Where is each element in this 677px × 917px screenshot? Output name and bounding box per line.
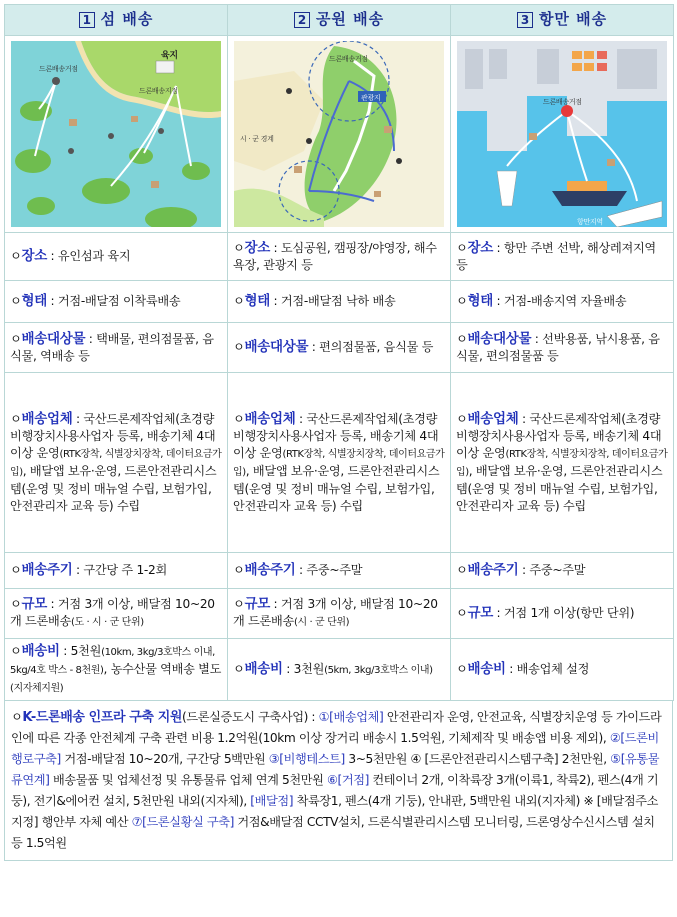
cell-text: : 거점 1개 이상(항만 단위) <box>492 606 635 620</box>
cell-tail: , 배달앱 보유·운영, 드론안전관리시스템(운영 및 정비 매뉴얼 수립, 보험가입, 안전관리자 교육 등) 수립 <box>233 463 440 513</box>
cell-label: 배송업체 <box>21 410 73 427</box>
cell-label: 배송비 <box>467 661 506 677</box>
cell-text: : 주중~주말 <box>518 563 586 577</box>
cell-text: : 선박용품, 낚시용품, 음식물, 편의점물품 등 <box>456 331 660 363</box>
cell-text: : 배송업체 설정 <box>505 662 590 676</box>
footer-item-number: ② <box>609 731 621 745</box>
items-island: ㅇ배송대상물 : 택배물, 편의점물품, 음식물, 역배송 등 <box>5 323 228 373</box>
cell-note: (도 · 시 · 군 단위) <box>70 617 144 628</box>
scale-park: ㅇ규모 : 거점 3개 이상, 배달점 10~20개 드론배송(시 · 군 단위) <box>228 589 451 639</box>
footer-item-label: [비행테스트] <box>279 752 345 766</box>
footer-title: K-드론배송 인프라 구축 지원 <box>22 710 183 725</box>
delivery-table-wrapper <box>4 4 673 861</box>
footer-item-label: [배송업체] <box>329 710 384 724</box>
header-title: 섬 배송 <box>100 10 154 28</box>
type-park: ㅇ형태 : 거점-배달점 낙하 배송 <box>228 281 451 323</box>
cycle-island: ㅇ배송주기 : 구간당 주 1-2회 <box>5 553 228 589</box>
cell-label: 배송대상물 <box>21 330 86 347</box>
cell-text: : 거점-배송지역 자율배송 <box>492 294 627 308</box>
row-cycle <box>5 553 674 589</box>
header-port <box>451 5 674 36</box>
fee-island: ㅇ배송비 : 5천원(10km, 3kg/3호박스 이내, 5kg/4호 박스 - 8천원), 농수산물 역배송 별도(지자체지원) <box>5 639 228 701</box>
header-title: 항만 배송 <box>538 10 608 28</box>
footer-item-label: [배달점] <box>250 794 294 808</box>
footer-item-label: [드론비행로구축] <box>11 731 659 766</box>
illustration-row <box>5 36 674 233</box>
park-delivery-illustration <box>234 41 444 227</box>
footer-text: 배송물품 및 업체선정 및 유통물류 업체 연계 5천만원 <box>49 773 327 787</box>
cell-tail: , 배달앱 보유·운영, 드론안전관리시스템(운영 및 정비 매뉴얼 수립, 보험가입, 안전관리자 교육 등) 수립 <box>456 463 663 513</box>
cycle-port: ㅇ배송주기 : 주중~주말 <box>451 553 674 589</box>
cell-text: : 항만 주변 선박, 해상레져지역 등 <box>456 240 656 272</box>
island-illustration-cell <box>5 36 228 233</box>
cell-label: 규모 <box>467 605 493 621</box>
cell-label: 형태 <box>244 293 270 309</box>
items-park: ㅇ배송대상물 : 편의점물품, 음식물 등 <box>228 323 451 373</box>
row-scale <box>5 589 674 639</box>
cell-text: : 편의점물품, 음식물 등 <box>308 340 434 354</box>
header-row <box>5 5 674 36</box>
cell-text: : 거점-배달점 낙하 배송 <box>269 294 396 308</box>
island-delivery-illustration <box>11 41 221 227</box>
header-number: 1 <box>79 12 95 28</box>
cell-label: 장소 <box>244 239 270 256</box>
footer-text: 거점-배달점 10~20개, 구간당 5백만원 <box>60 752 269 766</box>
footer-item-label: [거점] <box>337 773 369 787</box>
type-island: ㅇ형태 : 거점-배달점 이착륙배송 <box>5 281 228 323</box>
cell-text: : 국산드론제작업체(초경량비행장치사용사업자 등록, 배송기체 4대 이상 운영 <box>10 411 216 460</box>
cell-label: 배송대상물 <box>467 330 532 347</box>
header-park <box>228 5 451 36</box>
footer-text: 거점&배달점 CCTV설치, 드론식별관리시스템 모니터링, 드론영상수신시스템 설치 등 1.5억원 <box>11 815 655 850</box>
items-port: ㅇ배송대상물 : 선박용품, 낚시용품, 음식물, 편의점물품 등 <box>451 323 674 373</box>
cell-label: 장소 <box>467 239 493 256</box>
footer-item-number: ③ <box>268 752 280 766</box>
cell-label: 배송비 <box>21 642 60 659</box>
company-island: ㅇ배송업체 : 국산드론제작업체(초경량비행장치사용사업자 등록, 배송기체 4대 이상 운영(RTK장착, 식별장치장착, 데이터요금가입), 배달앱 보유·운영, 드론안전관리시스템(운영 및 정비 매뉴얼 수립, 보험가입, 안전관리자 교육 등) 수립 <box>5 373 228 553</box>
scale-island: ㅇ규모 : 거점 3개 이상, 배달점 10~20개 드론배송(도 · 시 · 군 단위) <box>5 589 228 639</box>
cell-text: : 구간당 주 1-2회 <box>72 563 167 577</box>
park-label-tourist: 관광지 <box>361 94 381 102</box>
footer-item-label: [유통물류연계] <box>11 752 660 787</box>
footer-item-number: ⑥ <box>326 773 338 787</box>
cell-label: 규모 <box>21 596 47 612</box>
cell-label: 배송주기 <box>467 562 519 578</box>
port-label-hub: 드론배송거점 <box>543 98 582 106</box>
type-port: ㅇ형태 : 거점-배송지역 자율배송 <box>451 281 674 323</box>
park-label-border: 시 · 군 경계 <box>240 135 274 143</box>
company-port: ㅇ배송업체 : 국산드론제작업체(초경량비행장치사용사업자 등록, 배송기체 4대 이상 운영(RTK장착, 식별장치장착, 데이터요금가입), 배달앱 보유·운영, 드론안전관리시스템(운영 및 정비 매뉴얼 수립, 보험가입, 안전관리자 교육 등) 수립 <box>451 373 674 553</box>
footer-text: 컨테이너 2개, 이착륙장 3개(이륙1, 착륙2), 펜스(4개 기둥), 전기&에어컨 설치, 5천만원 내외(지자체), <box>11 773 659 808</box>
location-park: ㅇ장소 : 도심공원, 캠핑장/야영장, 해수욕장, 관광지 등 <box>228 233 451 281</box>
cell-text: : 국산드론제작업체(초경량비행장치사용사업자 등록, 배송기체 4대 이상 운영 <box>456 411 662 460</box>
cell-text: : 거점 3개 이상, 배달점 10~20개 드론배송 <box>233 597 438 628</box>
cell-tail: , 배달앱 보유·운영, 드론안전관리시스템(운영 및 정비 매뉴얼 수립, 보험가입, 안전관리자 교육 등) 수립 <box>10 463 217 513</box>
row-location <box>5 233 674 281</box>
cell-label: 배송대상물 <box>244 339 309 355</box>
footer-item-label: [드론실황실 구축] <box>142 815 234 829</box>
location-port: ㅇ장소 : 항만 주변 선박, 해상레져지역 등 <box>451 233 674 281</box>
cell-note: (RTK장착, 식별장치장착, 데이터요금가입) <box>456 448 668 478</box>
cycle-park: ㅇ배송주기 : 주중~주말 <box>228 553 451 589</box>
cell-label: 규모 <box>244 596 270 612</box>
island-label-point: 드론배송지점 <box>139 87 178 95</box>
row-type <box>5 281 674 323</box>
footer-body <box>11 710 661 850</box>
cell-note: (10km, 3kg/3호박스 이내, 5kg/4호 박스 - 8천원) <box>10 646 215 676</box>
infrastructure-support-footer: ㅇK-드론배송 인프라 구축 지원(드론실증도시 구축사업) : ①[배송업체] 안전관리자 운영, 안전교육, 식별장치운영 등 가이드라인에 따른 각종 안전체계 구축 관련 비용 1.2억원(10km 이상 장거리 배송시 1.5억원, 기체제작 및 배송앱 비용 제외), ②[드론비행로구축] 거점-배달점 10~20개, 구간당 5백만원 ③[비행테스트] 3~5천만원 ④ [드론안전관리시스템구축] 2천만원, ⑤[유통물류연계] 배송물품 및 업체선정 및 유통물류 업체 연계 5천만원 ⑥[거점] 컨테이너 2개, 이착륙장 3개(이륙1, 착륙2), 펜스(4개 기둥), 전기&에어컨 설치, 5천만원 내외(지자체), [배달점] 착륙장1, 펜스(4개 기둥), 안내판, 5백만원 내외(지자체) ※ [배달점주소지정] 행안부 자체 예산 ⑦[드론실황실 구축] 거점&배달점 CCTV설치, 드론식별관리시스템 모니터링, 드론영상수신시스템 설치 등 1.5억원 <box>4 701 673 861</box>
island-label-land: 육지 <box>161 51 178 61</box>
cell-label: 배송주기 <box>21 562 73 578</box>
cell-text: : 택배물, 편의점물품, 음식물, 역배송 등 <box>10 331 214 363</box>
footer-text: (드론실증도시 구축사업) : <box>182 710 319 724</box>
header-title: 공원 배송 <box>315 10 385 28</box>
delivery-comparison-table <box>4 4 674 701</box>
cell-text: : 주중~주말 <box>295 563 363 577</box>
scale-port: ㅇ규모 : 거점 1개 이상(항만 단위) <box>451 589 674 639</box>
cell-text: : 3천원 <box>282 661 325 676</box>
cell-label: 형태 <box>467 293 493 309</box>
cell-label: 배송비 <box>244 660 283 677</box>
cell-label: 배송업체 <box>244 410 296 427</box>
cell-label: 배송업체 <box>467 410 519 427</box>
row-fee <box>5 639 674 701</box>
footer-item-number: ⑦ <box>131 815 143 829</box>
park-illustration-cell <box>228 36 451 233</box>
fee-park: ㅇ배송비 : 3천원(5km, 3kg/3호박스 이내) <box>228 639 451 701</box>
header-number: 2 <box>294 12 310 28</box>
cell-text: : 국산드론제작업체(초경량비행장치사용사업자 등록, 배송기체 4대 이상 운영 <box>233 411 439 460</box>
cell-note-2: (지자체지원) <box>10 682 64 694</box>
location-island: ㅇ장소 : 유인섬과 육지 <box>5 233 228 281</box>
cell-note: (시 · 군 단위) <box>293 617 350 628</box>
company-park: ㅇ배송업체 : 국산드론제작업체(초경량비행장치사용사업자 등록, 배송기체 4대 이상 운영(RTK장착, 식별장치장착, 데이터요금가입), 배달앱 보유·운영, 드론안전관리시스템(운영 및 정비 매뉴얼 수립, 보험가입, 안전관리자 교육 등) 수립 <box>228 373 451 553</box>
cell-note: (RTK장착, 식별장치장착, 데이터요금가입) <box>10 448 222 478</box>
cell-text: : 거점-배달점 이착륙배송 <box>46 294 181 308</box>
cell-text: : 5천원 <box>59 643 102 658</box>
cell-label: 형태 <box>21 293 47 309</box>
footer-item-number: ⑤ <box>610 752 621 766</box>
fee-port: ㅇ배송비 : 배송업체 설정 <box>451 639 674 701</box>
footer-text: 안전관리자 운영, 안전교육, 식별장치운영 등 가이드라인에 따른 각종 안전체계 구축 관련 비용 1.2억원(10km 이상 장거리 배송시 1.5억원, 기체제작 및 배송앱 비용 제외), <box>11 710 662 745</box>
cell-note: (RTK장착, 식별장치장착, 데이터요금가입) <box>233 448 445 478</box>
footer-item-number: ① <box>318 710 330 724</box>
cell-text: : 유인섬과 육지 <box>46 249 131 263</box>
header-number: 3 <box>517 12 533 28</box>
port-illustration-cell <box>451 36 674 233</box>
row-company <box>5 373 674 553</box>
island-label-hub: 드론배송거점 <box>39 65 78 73</box>
footer-text: 착륙장1, 펜스(4개 기둥), 안내판, 5백만원 내외(지자체) ※ [배달점주소지정] 행안부 자체 예산 <box>11 794 658 829</box>
cell-label: 장소 <box>21 248 47 264</box>
cell-text: : 거점 3개 이상, 배달점 10~20개 드론배송 <box>10 597 215 628</box>
cell-tail: , 농수산물 역배송 별도 <box>103 661 222 676</box>
cell-text: : 도심공원, 캠핑장/야영장, 해수욕장, 관광지 등 <box>233 240 437 272</box>
row-items <box>5 323 674 373</box>
park-label-hub: 드론배송거점 <box>329 55 368 63</box>
cell-label: 배송주기 <box>244 562 296 578</box>
port-label-area: 항만지역 <box>577 218 603 226</box>
port-delivery-illustration <box>457 41 667 227</box>
footer-text: 3~5천만원 ④ [드론안전관리시스템구축] 2천만원, <box>344 752 611 766</box>
header-island <box>5 5 228 36</box>
cell-note: (5km, 3kg/3호박스 이내) <box>324 664 433 676</box>
